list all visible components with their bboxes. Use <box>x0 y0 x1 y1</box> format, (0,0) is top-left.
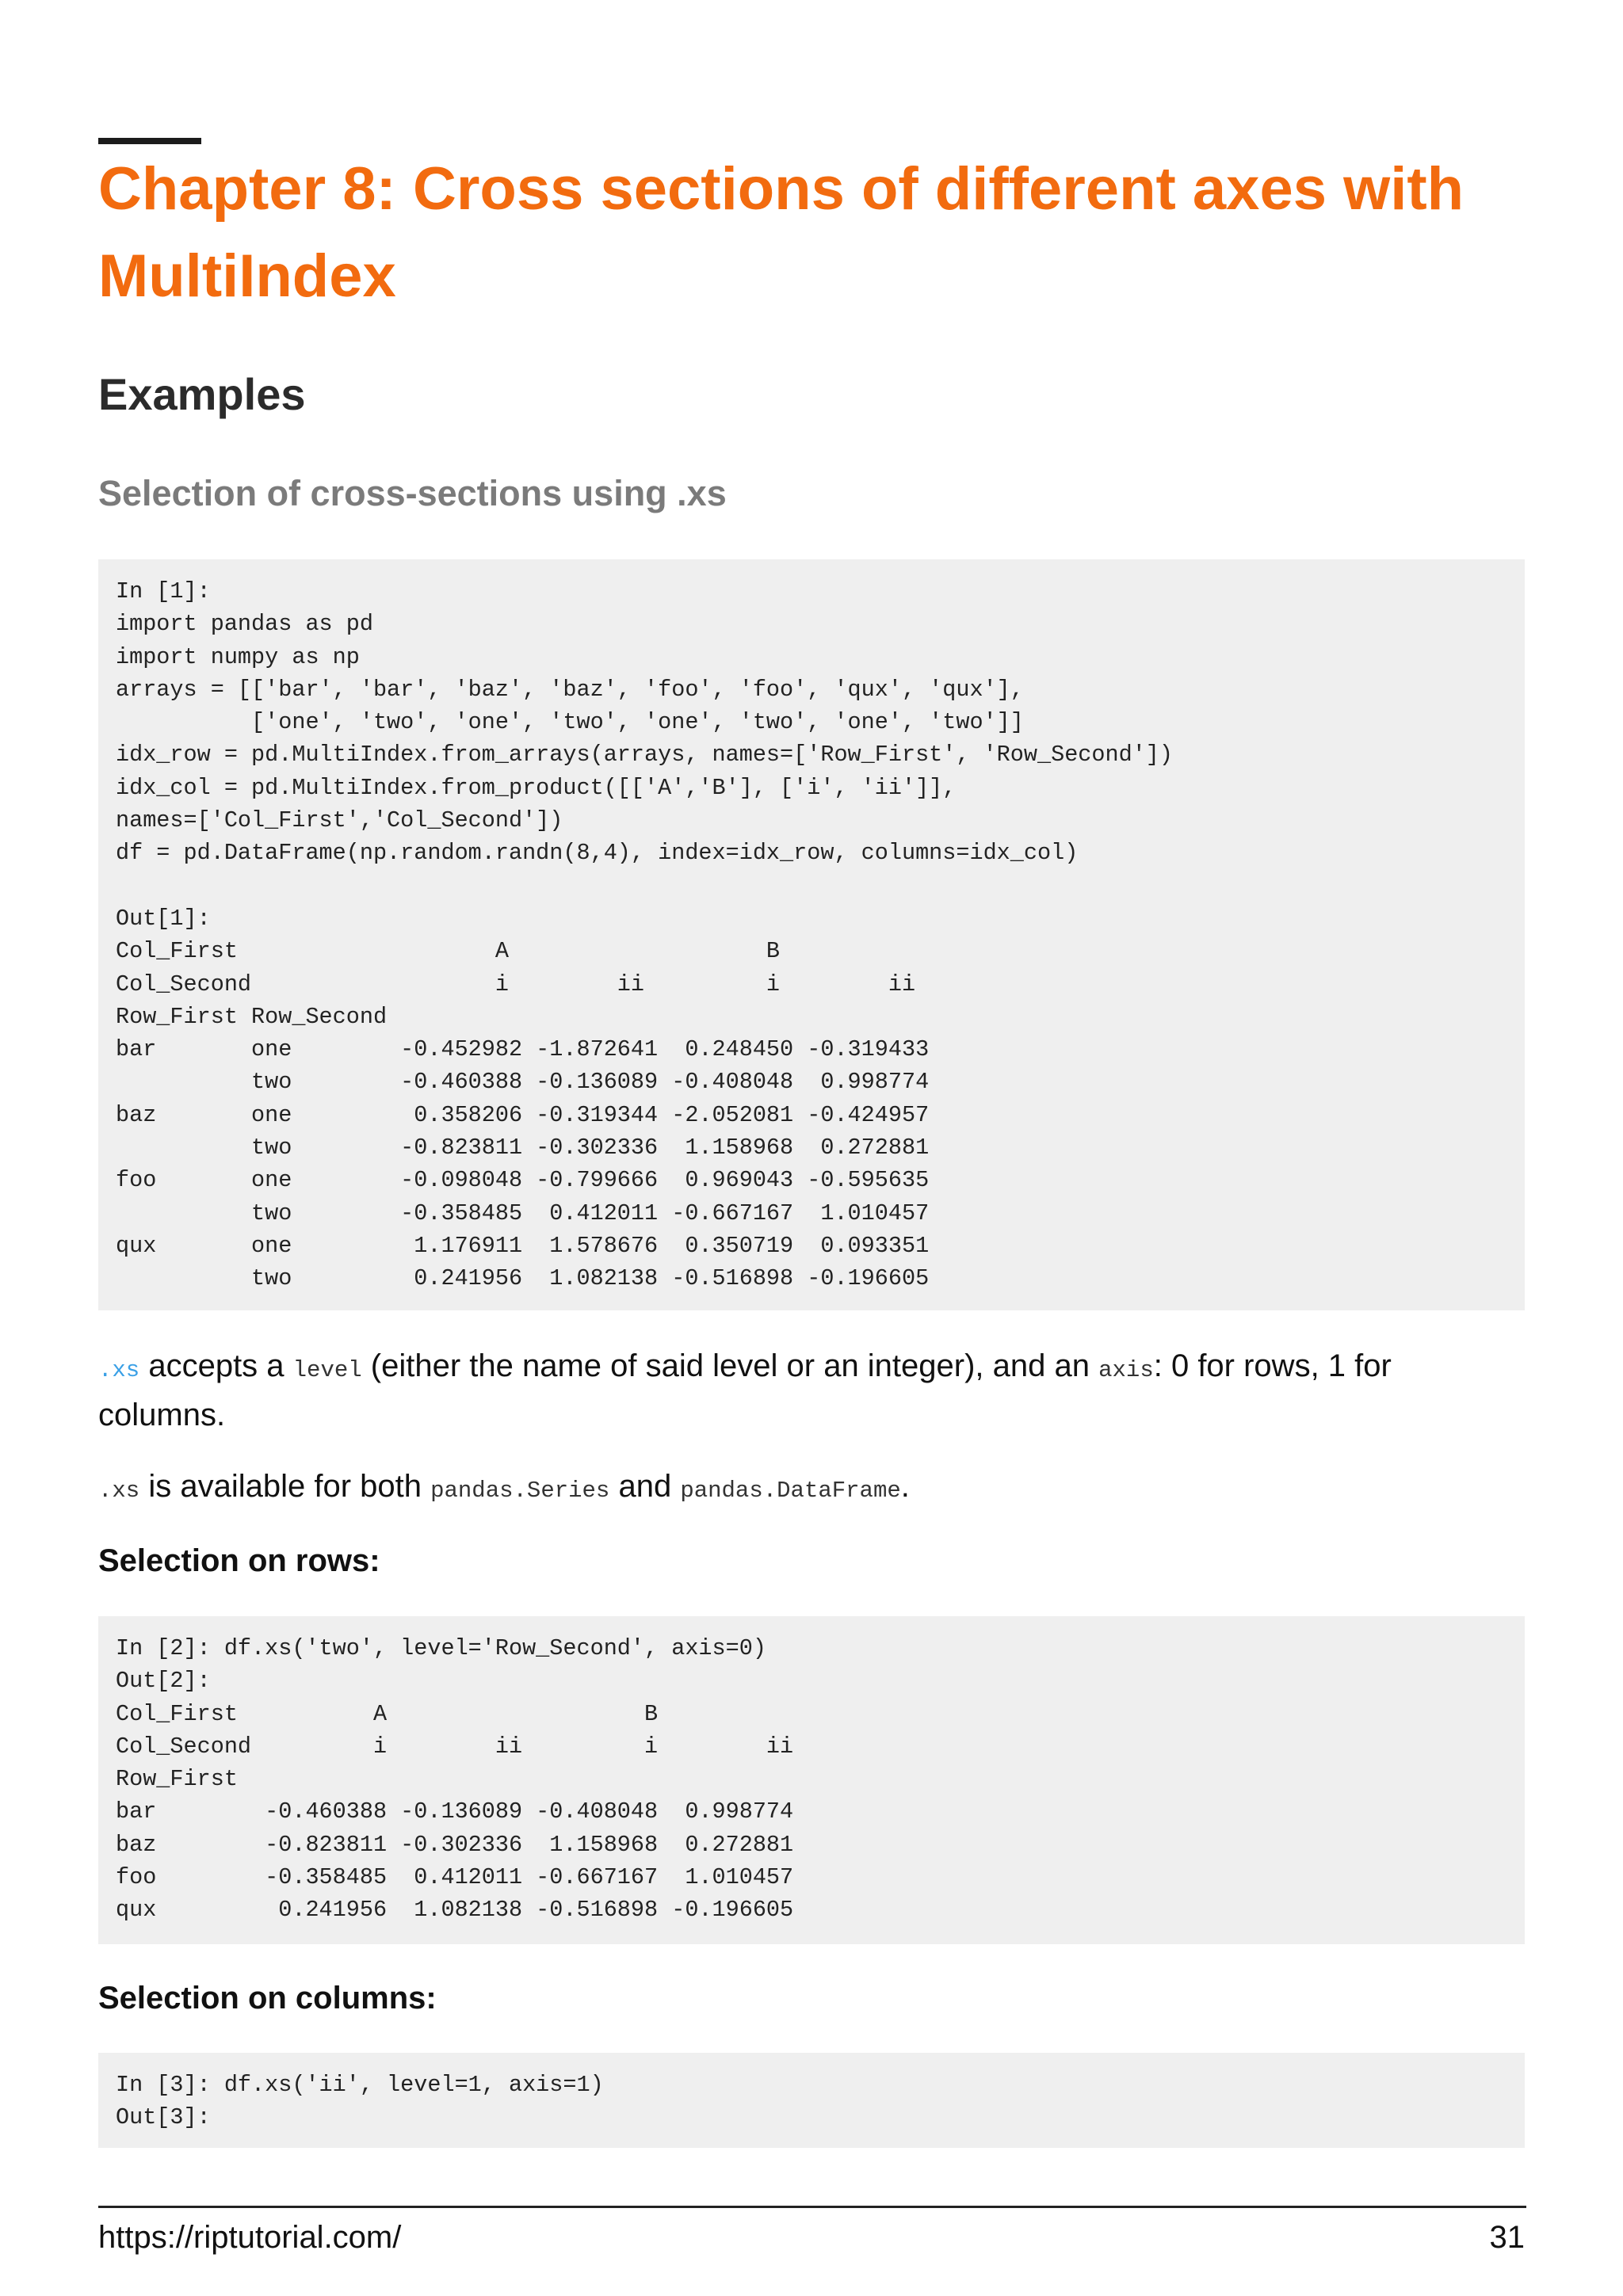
paragraph-text: is available for both <box>139 1469 431 1504</box>
xs-availability-paragraph <box>98 1464 1525 1513</box>
code-block-example-2: In [2]: df.xs('two', level='Row_Second', axis=0) Out[2]: Col_First A B Col_Second i ii i ii Row_First bar -0.460388 -0.136089 -0.408048 0.998774 baz -0.823811 -0.302336 1.158968 0.272881 foo -0.358485 0.412011 -0.667167 1.010457 qux 0.241956 1.082138 -0.516898 -0.196605 <box>98 1616 1525 1944</box>
footer-page-number: 31 <box>1489 2220 1525 2255</box>
inline-code-level: level <box>292 1357 362 1383</box>
code-block-example-3: In [3]: df.xs('ii', level=1, axis=1) Out[3]: <box>98 2053 1525 2148</box>
paragraph-text: and <box>609 1469 681 1504</box>
paragraph-text: accepts a <box>139 1348 293 1383</box>
section-subheading: Selection of cross-sections using .xs <box>98 473 727 513</box>
section-heading: Examples <box>98 369 306 419</box>
paragraph-text: . <box>900 1469 910 1504</box>
title-accent-rule <box>98 138 201 144</box>
xs-link[interactable]: .xs <box>98 1357 140 1383</box>
inline-code-dataframe: pandas.DataFrame <box>680 1478 901 1504</box>
subhead-selection-rows: Selection on rows: <box>98 1543 380 1578</box>
chapter-title: Chapter 8: Cross sections of different axes with MultiIndex <box>98 155 1465 310</box>
paragraph-text: (either the name of said level or an integer), and an <box>361 1348 1099 1383</box>
footer-url-link[interactable]: https://riptutorial.com/ <box>98 2220 402 2255</box>
subhead-selection-columns: Selection on columns: <box>98 1981 437 2016</box>
inline-code-series: pandas.Series <box>430 1478 610 1504</box>
inline-code-xs: .xs <box>98 1478 140 1504</box>
footer-rule <box>98 2206 1526 2208</box>
xs-description-paragraph <box>98 1344 1525 1437</box>
paragraph-text: : 0 for rows, 1 for columns. <box>98 1348 1392 1432</box>
code-block-example-1: In [1]: import pandas as pd import numpy as np arrays = [['bar', 'bar', 'baz', 'baz', 'foo', 'foo', 'qux', 'qux'], ['one', 'two', 'one', 'two', 'one', 'two', 'one', 'two']] idx_row = pd.MultiIndex.from_arrays(arrays, names=['Row_First', 'Row_Second']) idx_col = pd.MultiIndex.from_product([['A','B'], ['i', 'ii']], names=['Col_First','Col_Second']) df = pd.DataFrame(np.random.randn(8,4), index=idx_row, columns=idx_col) Out[1]: Col_First A B Col_Second i ii i ii Row_First Row_Second bar one -0.452982 -1.872641 0.248450 -0.319433 two -0.460388 -0.136089 -0.408048 0.998774 baz one 0.358206 -0.319344 -2.052081 -0.424957 two -0.823811 -0.302336 1.158968 0.272881 foo one -0.098048 -0.799666 0.969043 -0.595635 two -0.358485 0.412011 -0.667167 1.010457 qux one 1.176911 1.578676 0.350719 0.093351 two 0.241956 1.082138 -0.516898 -0.196605 <box>98 559 1525 1310</box>
inline-code-axis: axis <box>1098 1357 1154 1383</box>
